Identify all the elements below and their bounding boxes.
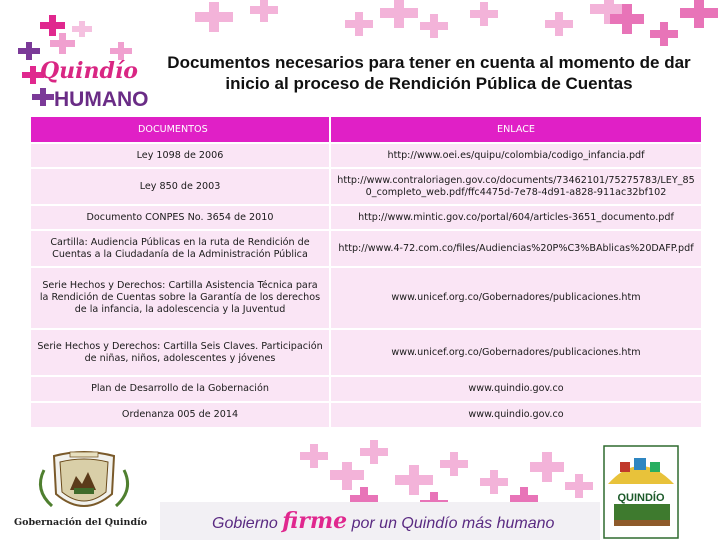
document-cell: Cartilla: Audiencia Públicas en la ruta de Rendición de Cuentas a la Ciudadanía de la Administración Pública: [31, 231, 331, 268]
table-row: [31, 169, 703, 206]
page-title: Documentos necesarios para tener en cuenta al momento de dar inicio al proceso de Rendición Pública de Cuentas: [167, 53, 691, 93]
document-cell: Plan de Desarrollo de la Gobernación: [31, 377, 331, 403]
table-row: [31, 403, 703, 429]
link-cell[interactable]: http://www.4-72.com.co/files/Audiencias%20P%C3%BAblicas%20DAFP.pdf: [331, 231, 703, 268]
document-cell: Serie Hechos y Derechos: Cartilla Asistencia Técnica para la Rendición de Cuentas sobre la Garantía de los derechos de la infancia, la adolescencia y la Juventud: [31, 268, 331, 330]
header-enlace: ENLACE: [331, 117, 703, 144]
crest-caption: Gobernación del Quindío: [14, 517, 148, 528]
link-cell[interactable]: http://www.oei.es/quipu/colombia/codigo_infancia.pdf: [331, 144, 703, 169]
table-row: [31, 330, 703, 377]
slogan-firm: firme: [282, 508, 348, 534]
logo-quindio-text: Quindío: [40, 58, 138, 84]
link-cell[interactable]: www.unicef.org.co/Gobernadores/publicaciones.htm: [331, 268, 703, 330]
table-row: [31, 206, 703, 231]
link-cell[interactable]: http://www.contraloriagen.gov.co/documents/73462101/75275783/LEY_850_completo_web.pdf/ffc4475d-7e78-4d91-a828-911ac32bf102: [331, 169, 703, 206]
documents-table: [31, 117, 703, 429]
quindio-emblem-text: QUINDÍO: [617, 492, 665, 504]
table-row: [31, 377, 703, 403]
slogan-part1: Gobierno: [212, 515, 278, 532]
gobernacion-crest-icon: [24, 450, 144, 520]
link-cell[interactable]: www.quindio.gov.co: [331, 377, 703, 403]
document-cell: Ley 1098 de 2006: [31, 144, 331, 169]
link-cell[interactable]: www.quindio.gov.co: [331, 403, 703, 429]
table-row: [31, 144, 703, 169]
link-cell[interactable]: www.unicef.org.co/Gobernadores/publicaciones.htm: [331, 330, 703, 377]
document-cell: Serie Hechos y Derechos: Cartilla Seis Claves. Participación de niñas, niños, adolescentes y jóvenes: [31, 330, 331, 377]
document-cell: Ley 850 de 2003: [31, 169, 331, 206]
document-cell: Ordenanza 005 de 2014: [31, 403, 331, 429]
table-row: [31, 231, 703, 268]
footer-slogan: [212, 508, 602, 538]
table-header-row: [31, 117, 703, 144]
slogan-part2: por un Quindío más humano: [351, 515, 555, 532]
link-cell[interactable]: http://www.mintic.gov.co/portal/604/articles-3651_documento.pdf: [331, 206, 703, 231]
header-documentos: DOCUMENTOS: [31, 117, 331, 144]
quindio-humano-logo: [10, 14, 155, 114]
document-cell: Documento CONPES No. 3654 de 2010: [31, 206, 331, 231]
logo-humano-text: HUMANO: [54, 88, 149, 111]
table-row: [31, 268, 703, 330]
